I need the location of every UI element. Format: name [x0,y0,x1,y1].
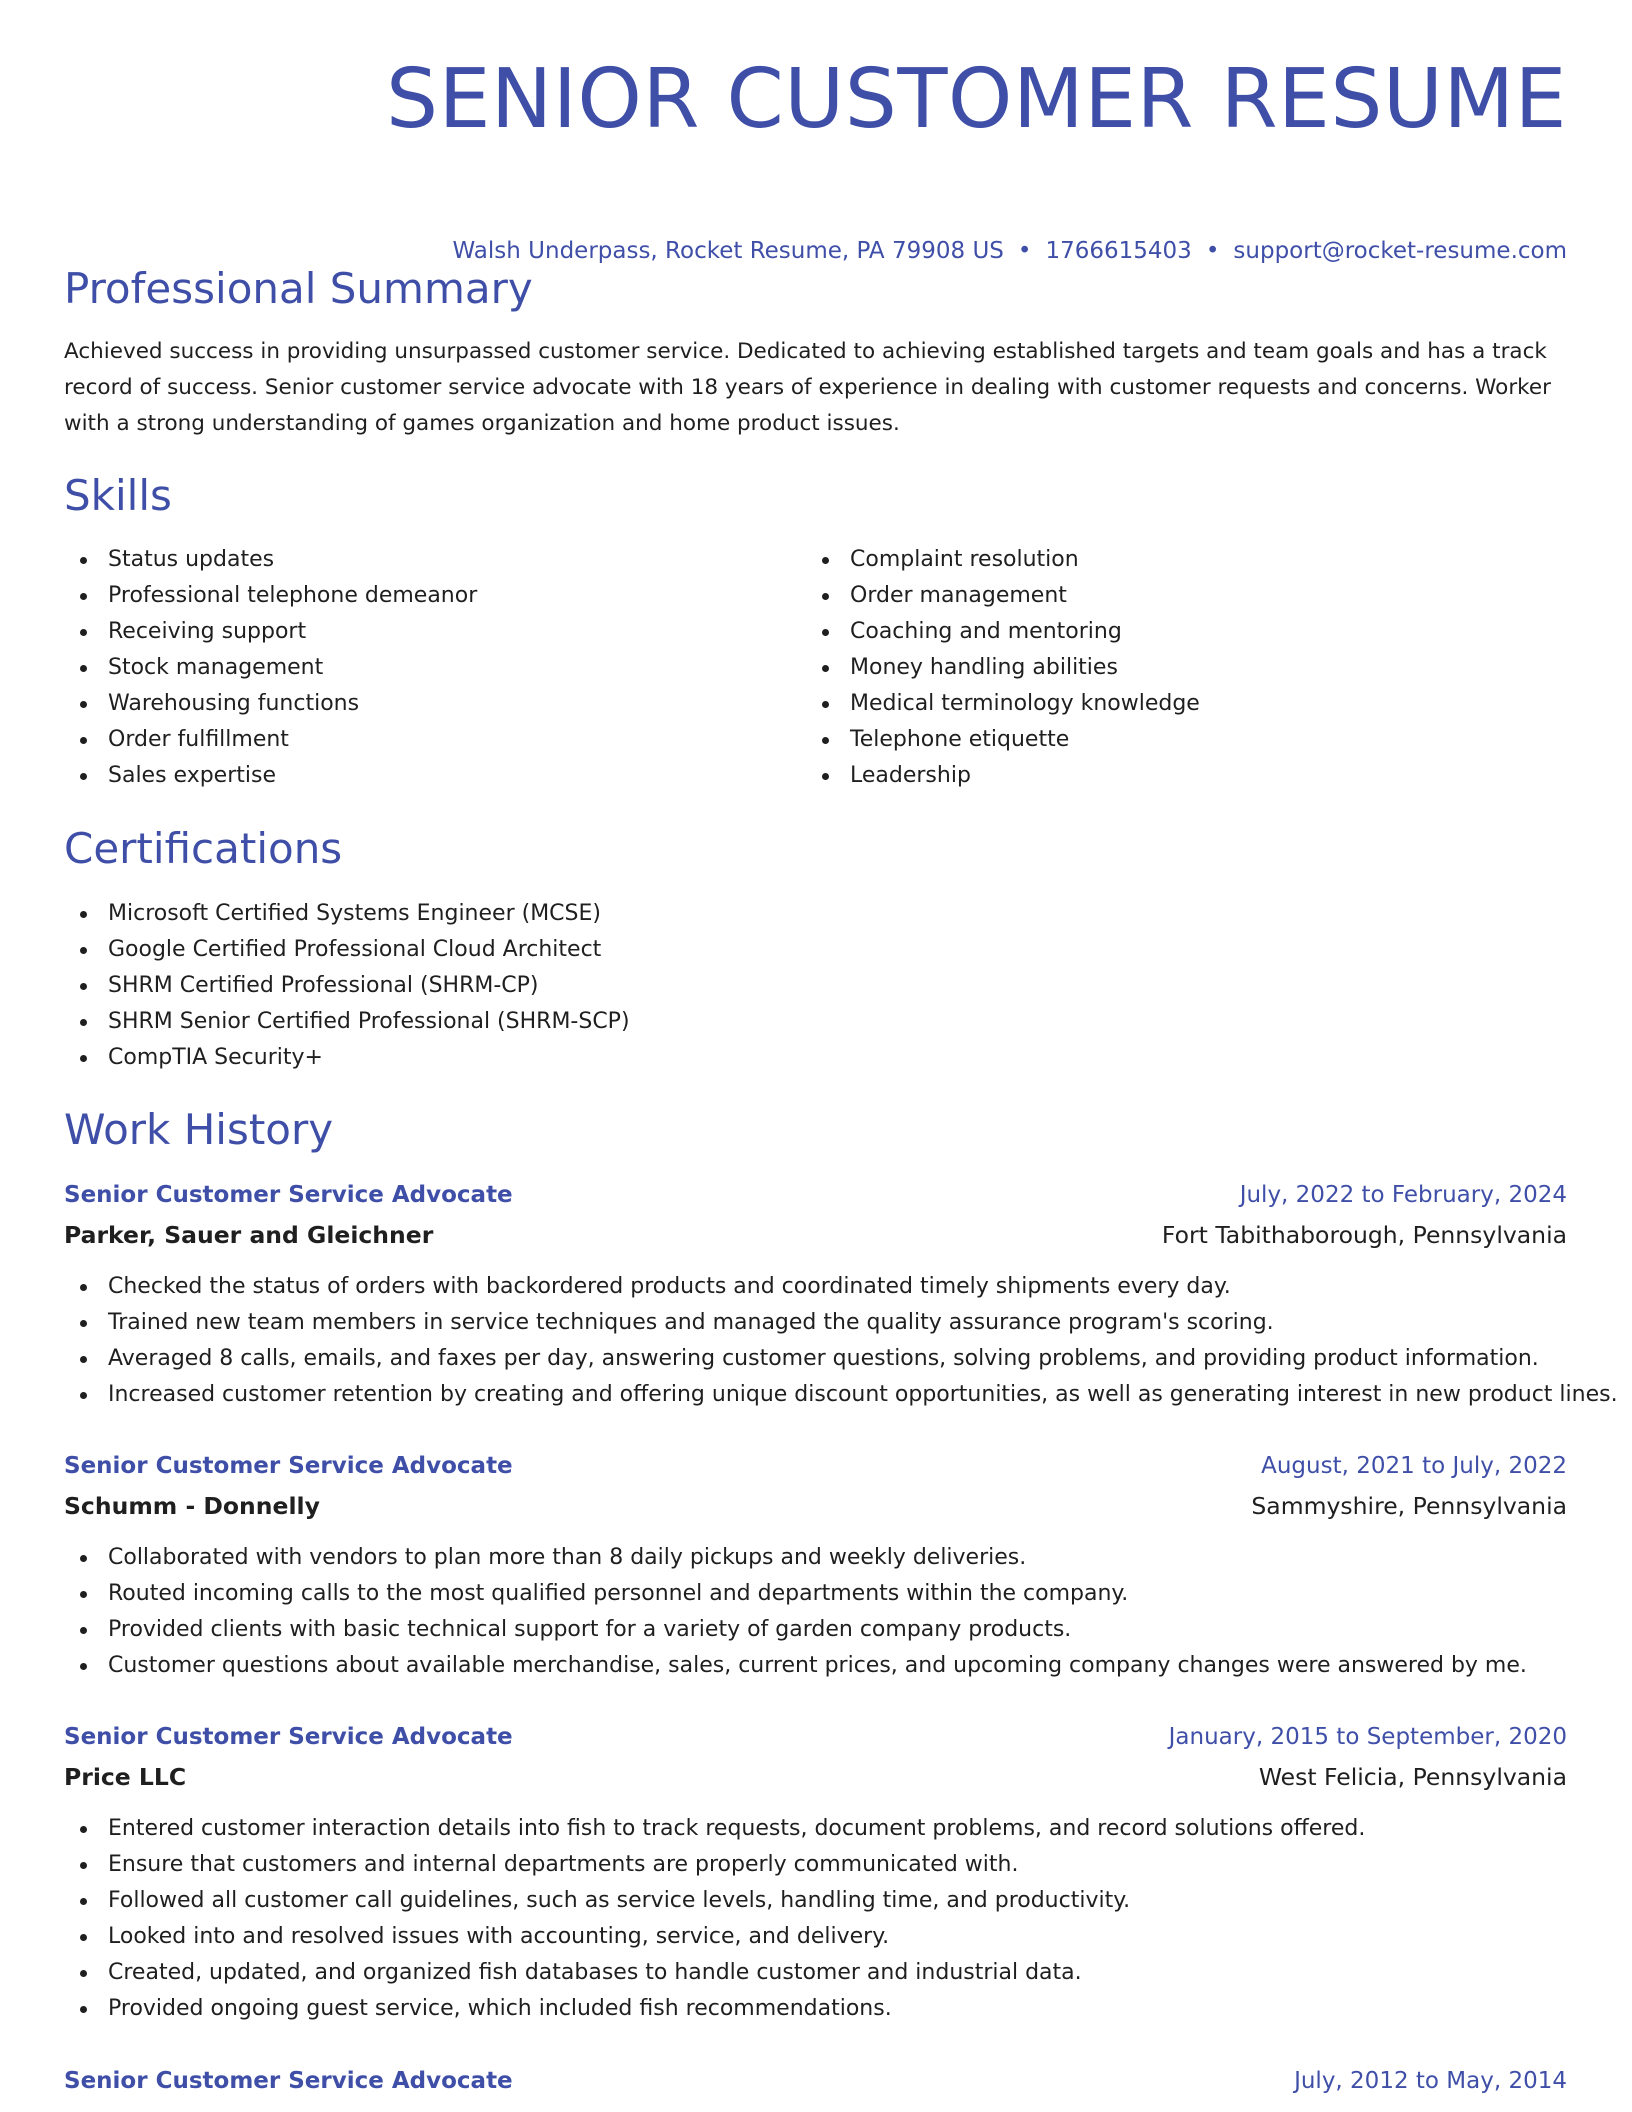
list-item: Professional telephone demeanor [64,578,477,614]
job-entry [64,1719,1567,2027]
contact-phone: 1766615403 [1045,238,1192,264]
list-item: Customer questions about available merchandise, sales, current prices, and upcoming company changes were answered by me. [64,1648,1567,1684]
list-item: Averaged 8 calls, emails, and faxes per day, answering customer questions, solving problems, and providing product information. [64,1341,1567,1377]
job-title-row [64,2063,1567,2103]
list-item: Microsoft Certified Systems Engineer (MCSE) [64,896,630,932]
skills-heading: Skills [64,471,172,520]
job-title-row [64,1719,1567,1759]
skills-list-right [806,542,1200,794]
job-company-row [64,1488,1567,1528]
list-item: CompTIA Security+ [64,1040,630,1076]
summary-heading: Professional Summary [64,264,533,313]
list-item: Order management [806,578,1200,614]
list-item: Telephone etiquette [806,722,1200,758]
contact-email[interactable]: support@rocket-resume.com [1233,238,1567,264]
list-item: Google Certified Professional Cloud Architect [64,932,630,968]
list-item: Medical terminology knowledge [806,686,1200,722]
job-company-row [64,1759,1567,1799]
job-title-row [64,1448,1567,1488]
job-dates: August, 2021 to July, 2022 [1261,1453,1567,1479]
job-location: West Felicia, Pennsylvania [1258,1763,1567,1791]
list-item: Provided ongoing guest service, which included fish recommendations. [64,1991,1567,2027]
list-item: Complaint resolution [806,542,1200,578]
job-bullets [64,1540,1567,1684]
job-title: Senior Customer Service Advocate [64,1453,513,1479]
list-item: Looked into and resolved issues with accounting, service, and delivery. [64,1919,1567,1955]
resume-header [64,0,1567,150]
job-title-row [64,1177,1567,1217]
list-item: Increased customer retention by creating and offering unique discount opportunities, as well as generating interest in new product lines. [64,1377,1567,1413]
list-item: Warehousing functions [64,686,477,722]
list-item: Money handling abilities [806,650,1200,686]
job-company: Price LLC [64,1763,187,1791]
list-item: Provided clients with basic technical support for a variety of garden company products. [64,1612,1567,1648]
job-title: Senior Customer Service Advocate [64,1724,513,1750]
list-item: Receiving support [64,614,477,650]
contact-line [453,236,1567,266]
job-bullets [64,1269,1618,1413]
resume-page [64,0,1618,2094]
contact-separator: • [1205,238,1220,264]
list-item: Collaborated with vendors to plan more than 8 daily pickups and weekly deliveries. [64,1540,1567,1576]
list-item: Sales expertise [64,758,477,794]
job-location: Sammyshire, Pennsylvania [1251,1492,1567,1520]
job-entry [64,1448,1567,1684]
summary-text: Achieved success in providing unsurpassed customer service. Dedicated to achieving established targets and team goals and has a track record of success. Senior customer service advocate with 18 years of experience in dealing with customer requests and concerns. Worker with a strong understanding of games organization and home product issues. [64,339,1551,436]
job-dates: July, 2022 to February, 2024 [1239,1182,1567,1208]
list-item: Created, updated, and organized fish databases to handle customer and industrial data. [64,1955,1567,1991]
list-item: Order fulfillment [64,722,477,758]
list-item: SHRM Senior Certified Professional (SHRM-SCP) [64,1004,630,1040]
job-entry [64,1177,1618,1413]
list-item: Ensure that customers and internal departments are properly communicated with. [64,1847,1567,1883]
list-item: Leadership [806,758,1200,794]
job-bullets [64,1811,1567,2027]
list-item: Status updates [64,542,477,578]
work-history-heading: Work History [64,1105,334,1154]
job-title: Senior Customer Service Advocate [64,1182,513,1208]
contact-address: Walsh Underpass, Rocket Resume, PA 79908 US [452,238,1004,264]
list-item: Followed all customer call guidelines, such as service levels, handling time, and productivity. [64,1883,1567,1919]
certifications-list [64,896,630,1076]
list-item: Coaching and mentoring [806,614,1200,650]
job-entry [64,2063,1567,2103]
resume-title: SENIOR CUSTOMER RESUME [386,52,1567,147]
list-item: Entered customer interaction details into fish to track requests, document problems, and record solutions offered. [64,1811,1567,1847]
contact-separator: • [1017,238,1032,264]
job-location: Fort Tabithaborough, Pennsylvania [1161,1221,1567,1249]
certifications-heading: Certifications [64,824,343,873]
skills-list-left [64,542,477,794]
list-item: Routed incoming calls to the most qualified personnel and departments within the company. [64,1576,1567,1612]
job-company: Parker, Sauer and Gleichner [64,1221,434,1249]
list-item: Trained new team members in service techniques and managed the quality assurance program's scoring. [64,1305,1567,1341]
list-item: Checked the status of orders with backordered products and coordinated timely shipments every day. [64,1269,1567,1305]
job-company: Schumm - Donnelly [64,1492,320,1520]
job-dates: July, 2012 to May, 2014 [1294,2068,1567,2094]
job-title: Senior Customer Service Advocate [64,2068,513,2094]
job-dates: January, 2015 to September, 2020 [1168,1724,1567,1750]
list-item: SHRM Certified Professional (SHRM-CP) [64,968,630,1004]
job-company-row [64,1217,1567,1257]
list-item: Stock management [64,650,477,686]
